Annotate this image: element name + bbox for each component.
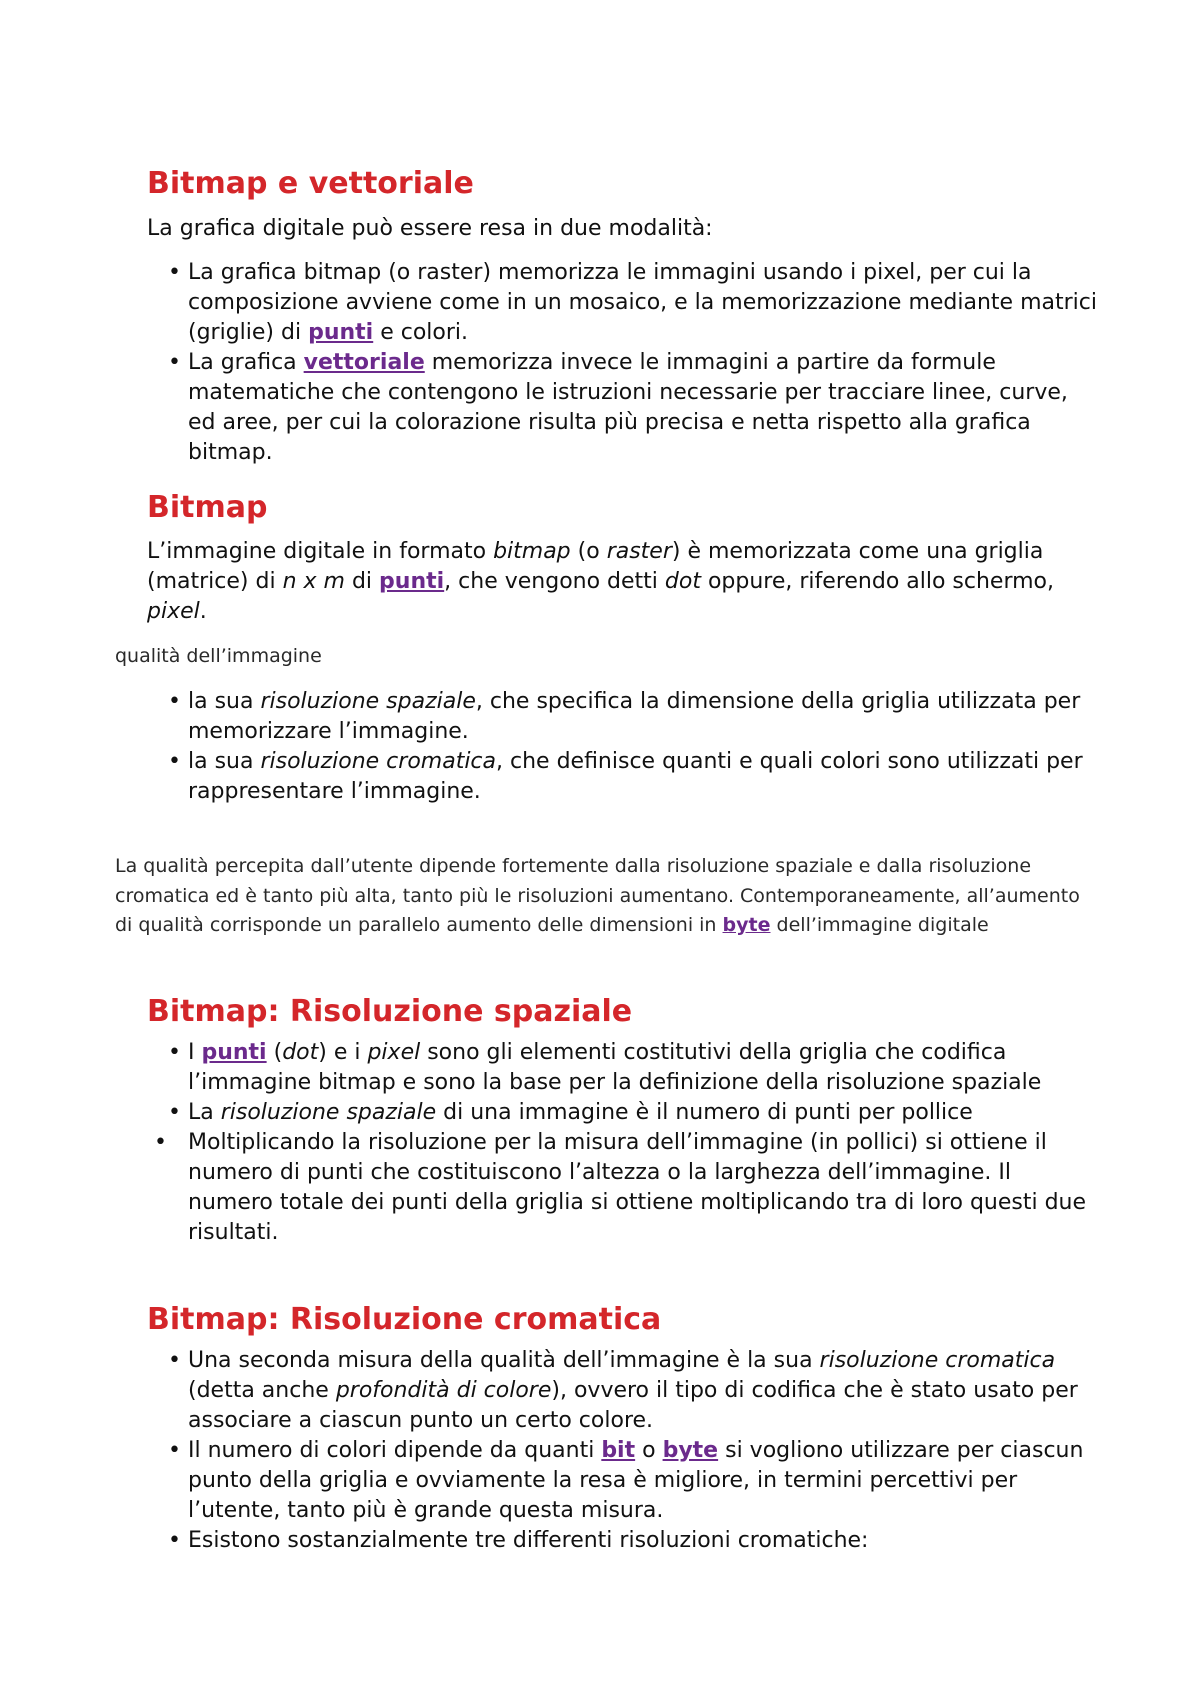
text: ( <box>266 1040 283 1065</box>
list-qualita <box>168 687 1098 807</box>
text: Moltiplicando la risoluzione per la misura dell’immagine (in pollici) si ottiene il numero di punti che costituiscono l’altezza o la larghezza dell’immagine. Il numero totale dei punti della griglia si ottiene moltiplicando tra di loro questi due risultati. <box>188 1130 1087 1245</box>
link-bit[interactable]: bit <box>601 1438 636 1463</box>
text: di una immagine è il numero di punti per pollice <box>436 1100 973 1125</box>
text: raster <box>606 539 672 564</box>
text: bitmap <box>493 539 571 564</box>
text: (detta anche <box>188 1378 336 1403</box>
link-byte[interactable]: byte <box>662 1438 719 1463</box>
text: dot <box>282 1040 319 1065</box>
bullet-icon: • <box>168 1100 188 1125</box>
text: La grafica bitmap (o raster) memorizza le immagini usando i pixel, per cui la composizione avviene come in un mosaico, e la memorizzazione mediante matrici (griglie) di <box>187 260 1097 345</box>
text: memorizza invece le immagini a partire da formule matematiche che contengono le istruzioni necessarie per tracciare linee, curve, ed aree, per cui la colorazione risulta più precisa e netta rispetto alla grafica bitmap. <box>188 350 1068 465</box>
bullet-icon: • <box>168 689 188 714</box>
text: I <box>187 1040 202 1065</box>
heading-bitmap: Bitmap <box>147 490 268 525</box>
intro-paragraph: La grafica digitale può essere resa in due modalità: <box>147 216 713 241</box>
heading-risoluzione-spaziale: Bitmap: Risoluzione spaziale <box>147 994 633 1029</box>
bullet-icon: • <box>168 1438 188 1463</box>
text: , che vengono detti <box>444 569 665 594</box>
text: o <box>635 1438 663 1463</box>
text: , che definisce quanti e quali colori sono utilizzati per rappresentare l’immagine. <box>188 749 1083 804</box>
bitmap-paragraph <box>147 537 1092 627</box>
list-item <box>168 1436 1098 1526</box>
text: risoluzione spaziale <box>220 1100 437 1125</box>
list-item <box>168 1526 1098 1556</box>
text: oppure, riferendo allo schermo, <box>700 569 1055 594</box>
bullet-icon: • <box>168 1348 188 1373</box>
list-item <box>168 348 1098 468</box>
list-item <box>168 258 1098 348</box>
text: Una seconda misura della qualità dell’immagine è la sua <box>187 1348 820 1373</box>
link-punti[interactable]: punti <box>308 320 374 345</box>
text: sono gli elementi costitutivi della griglia che codifica l’immagine bitmap e sono la base per la definizione della risoluzione spaziale <box>188 1040 1042 1095</box>
list-item <box>168 1346 1098 1436</box>
text: n x m <box>282 569 345 594</box>
link-byte[interactable]: byte <box>722 914 771 936</box>
text: profondità di colore <box>335 1378 552 1403</box>
list-bitmap-vettoriale <box>168 258 1098 468</box>
text: dell’immagine digitale <box>770 914 989 936</box>
text: La <box>187 1100 221 1125</box>
text: la sua <box>187 689 261 714</box>
bullet-icon: • <box>154 1130 167 1155</box>
heading-risoluzione-cromatica: Bitmap: Risoluzione cromatica <box>147 1302 662 1337</box>
text: La qualità percepita dall’utente dipende fortemente dalla risoluzione spaziale e dalla risoluzione cromatica ed è tanto più alta, tanto più le risoluzioni aumentano. Contemporaneamente, all’aumento di qualità corrisponde un parallelo aumento delle dimensioni in <box>115 855 1080 936</box>
text: risoluzione cromatica <box>260 749 497 774</box>
text: risoluzione spaziale <box>260 689 476 714</box>
bullet-icon: • <box>168 1040 188 1065</box>
text: Esistono sostanzialmente tre differenti risoluzioni cromatiche: <box>187 1528 869 1553</box>
bullet-icon: • <box>168 749 188 774</box>
list-item <box>168 687 1098 747</box>
text: pixel <box>147 599 200 624</box>
list-item <box>168 747 1098 807</box>
bullet-icon: • <box>168 350 188 375</box>
link-punti[interactable]: punti <box>201 1040 267 1065</box>
quality-note <box>115 852 1095 941</box>
text: Il numero di colori dipende da quanti <box>187 1438 602 1463</box>
text: e colori. <box>373 320 469 345</box>
bullet-icon: • <box>168 260 188 285</box>
text: pixel <box>367 1040 421 1065</box>
text: risoluzione cromatica <box>819 1348 1056 1373</box>
link-vettoriale[interactable]: vettoriale <box>303 350 425 375</box>
bullet-icon: • <box>168 1528 188 1553</box>
list-item <box>168 1038 1098 1098</box>
list-item <box>154 1128 1098 1248</box>
list-risoluzione-spaziale <box>154 1038 1098 1248</box>
text: la sua <box>187 749 261 774</box>
text: di <box>344 569 380 594</box>
text: (o <box>570 539 607 564</box>
text: , che specifica la dimensione della griglia utilizzata per memorizzare l’immagine. <box>188 689 1081 744</box>
text: L’immagine digitale in formato <box>147 539 494 564</box>
link-punti[interactable]: punti <box>379 569 445 594</box>
text: ), ovvero il tipo di codifica che è stato usato per associare a ciascun punto un certo colore. <box>188 1378 1078 1433</box>
list-risoluzione-cromatica <box>168 1346 1098 1556</box>
heading-bitmap-e-vettoriale: Bitmap e vettoriale <box>147 166 474 201</box>
text: La grafica <box>187 350 304 375</box>
text: ) e i <box>318 1040 368 1065</box>
quality-label: qualità dell’immagine <box>115 645 322 667</box>
text: dot <box>664 569 701 594</box>
list-item <box>168 1098 1098 1128</box>
text: ) è memorizzata come una griglia (matrice) di <box>147 539 1044 594</box>
text: . <box>199 599 207 624</box>
text: si vogliono utilizzare per ciascun punto della griglia e ovviamente la resa è migliore, in termini percettivi per l’utente, tanto più è grande questa misura. <box>188 1438 1084 1523</box>
